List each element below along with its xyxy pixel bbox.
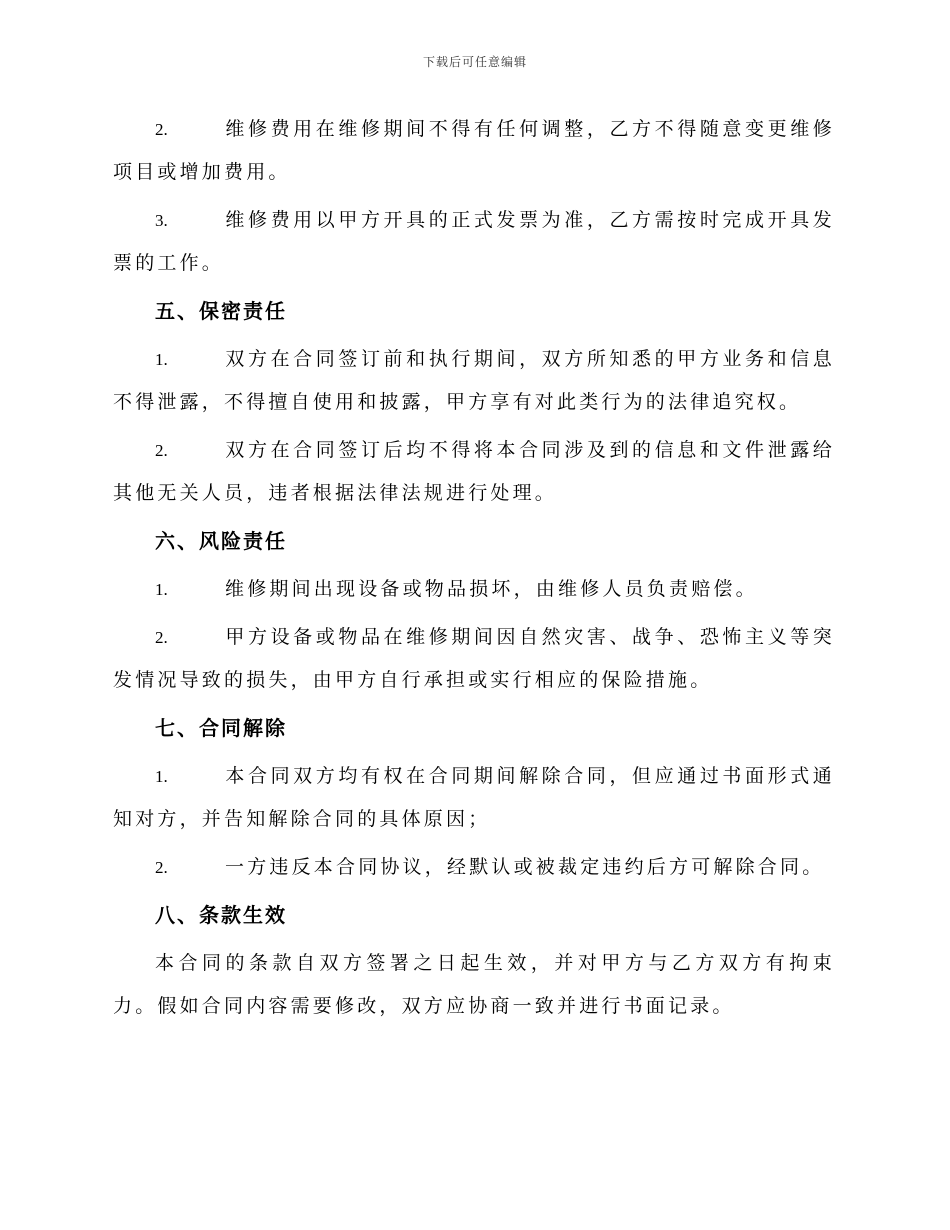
clause-item bbox=[113, 616, 835, 702]
clause-number: 2. bbox=[155, 441, 168, 460]
section-heading-risk: 六、风险责任 bbox=[155, 529, 287, 553]
section-heading-effectiveness: 八、条款生效 bbox=[155, 903, 287, 927]
clause-text: 一方违反本合同协议，经默认或被裁定违约后方可解除合同。 bbox=[225, 856, 825, 878]
document-body bbox=[113, 108, 835, 1028]
clause-text: 维修费用在维修期间不得有任何调整，乙方不得随意变更维修项目或增加费用。 bbox=[113, 118, 835, 183]
section-heading-confidentiality: 五、保密责任 bbox=[155, 299, 287, 323]
clause-text: 甲方设备或物品在维修期间因自然灾害、战争、恐怖主义等突发情况导致的损失，由甲方自行承担或实行相应的保险措施。 bbox=[113, 626, 835, 691]
clause-item bbox=[113, 199, 835, 285]
clause-number: 2. bbox=[155, 120, 168, 139]
clause-item bbox=[113, 108, 835, 194]
clause-number: 1. bbox=[155, 580, 168, 599]
clause-item bbox=[113, 846, 835, 889]
clause-number: 2. bbox=[155, 858, 168, 877]
clause-text: 维修期间出现设备或物品损坏，由维修人员负责赔偿。 bbox=[225, 578, 758, 600]
effectiveness-paragraph: 本合同的条款自双方签署之日起生效，并对甲方与乙方双方有拘束力。假如合同内容需要修改，双方应协商一致并进行书面记录。 bbox=[113, 952, 835, 1017]
clause-number: 1. bbox=[155, 767, 168, 786]
section-heading-termination: 七、合同解除 bbox=[155, 716, 287, 740]
clause-number: 1. bbox=[155, 350, 168, 369]
header-note: 下载后可任意编辑 bbox=[422, 55, 527, 69]
clause-text: 双方在合同签订后均不得将本合同涉及到的信息和文件泄露给其他无关人员，违者根据法律法规进行处理。 bbox=[113, 439, 835, 504]
clause-number: 2. bbox=[155, 628, 168, 647]
clause-number: 3. bbox=[155, 211, 168, 230]
clause-text: 双方在合同签订前和执行期间，双方所知悉的甲方业务和信息不得泄露，不得擅自使用和披露，甲方享有对此类行为的法律追究权。 bbox=[113, 348, 835, 413]
clause-text: 本合同双方均有权在合同期间解除合同，但应通过书面形式通知对方，并告知解除合同的具体原因； bbox=[113, 765, 835, 830]
clause-item bbox=[113, 338, 835, 424]
clause-item bbox=[113, 755, 835, 841]
clause-text: 维修费用以甲方开具的正式发票为准，乙方需按时完成开具发票的工作。 bbox=[113, 209, 835, 274]
clause-item bbox=[113, 568, 835, 611]
clause-item bbox=[113, 429, 835, 515]
